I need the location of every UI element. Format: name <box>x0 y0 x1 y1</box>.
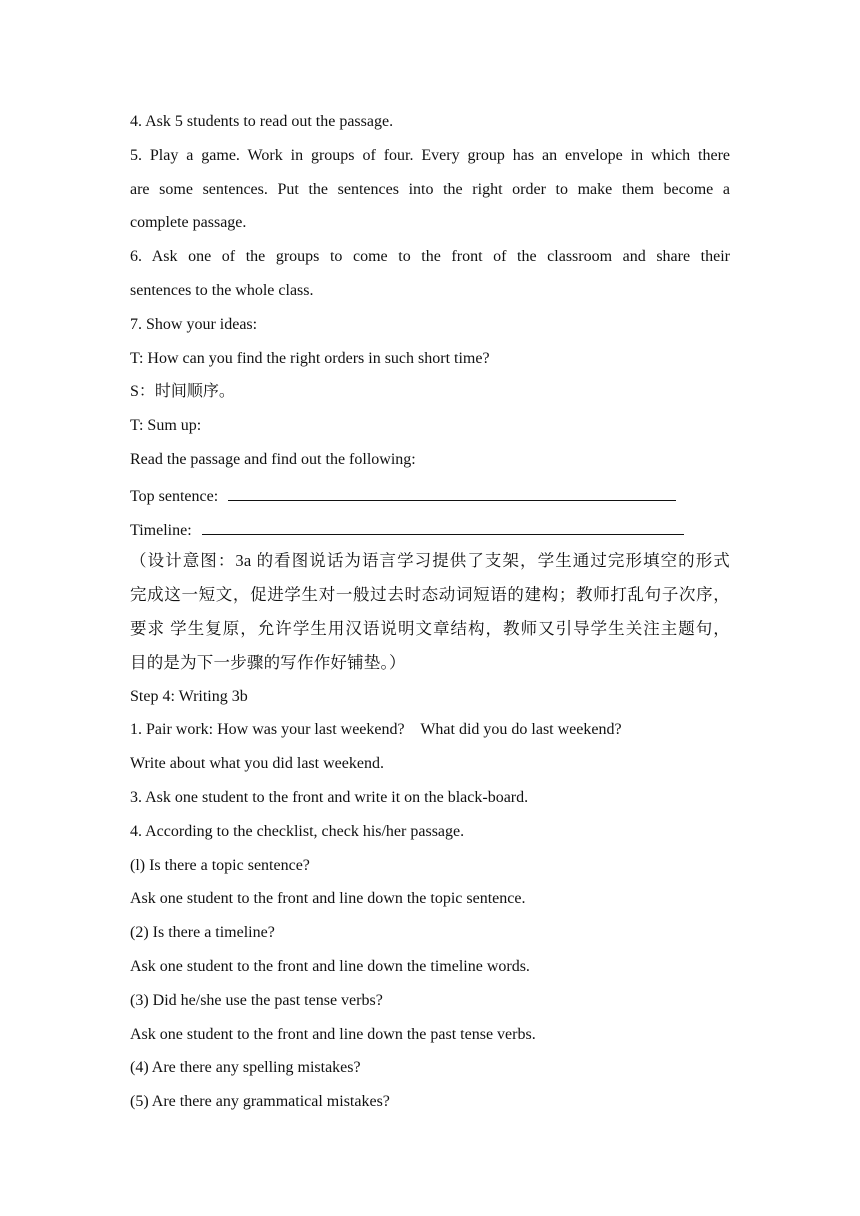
text-line: sentences to the whole class. <box>130 281 314 299</box>
text-line: Write about what you did last weekend. <box>130 755 384 773</box>
top-sentence-label: Top sentence: <box>130 487 219 505</box>
checklist-item: (4) Are there any spelling mistakes? <box>130 1059 361 1077</box>
timeline-row <box>130 516 730 550</box>
step-heading: Step 4: Writing 3b <box>130 687 248 705</box>
text-line: Ask one student to the front and line down the timeline words. <box>130 957 530 975</box>
top-sentence-blank <box>228 482 676 501</box>
design-intent-line: 要求 学生复原，允许学生用汉语说明文章结构，教师又引导学生关注主题句， <box>130 618 730 638</box>
text-line: S：时间顺序。 <box>130 383 235 401</box>
design-intent-line: 完成这一短文，促进学生对一般过去时态动词短语的建构；教师打乱句子次序， <box>130 585 730 605</box>
text-line: 7. Show your ideas: <box>130 315 258 333</box>
text-line: Read the passage and find out the following: <box>130 450 416 468</box>
text-line: T: Sum up: <box>130 417 202 435</box>
top-sentence-row <box>130 482 730 516</box>
timeline-label: Timeline: <box>130 521 192 539</box>
text-line: 4. According to the checklist, check his/her passage. <box>130 822 465 840</box>
checklist-item: (l) Is there a topic sentence? <box>130 856 310 874</box>
checklist-item: (5) Are there any grammatical mistakes? <box>130 1093 390 1111</box>
text-line: Ask one student to the front and line down the topic sentence. <box>130 890 526 908</box>
document-page <box>130 110 730 1124</box>
timeline-blank <box>202 516 684 535</box>
text-line: are some sentences. Put the sentences into the right order to make them become a <box>130 180 730 198</box>
text-line: 6. Ask one of the groups to come to the front of the classroom and share their <box>130 248 730 266</box>
design-intent-line: （设计意图：3a 的看图说话为语言学习提供了支架，学生通过完形填空的形式 <box>130 551 730 571</box>
text-line: 5. Play a game. Work in groups of four. Every group has an envelope in which there <box>130 146 730 164</box>
checklist-item: (3) Did he/she use the past tense verbs? <box>130 991 383 1009</box>
text-line: complete passage. <box>130 214 247 232</box>
text-line: 3. Ask one student to the front and write it on the black-board. <box>130 788 529 806</box>
design-intent-line: 目的是为下一步骤的写作作好铺垫。） <box>130 652 406 672</box>
text-line: 1. Pair work: How was your last weekend? What did you do last weekend? <box>130 721 622 739</box>
text-line: 4. Ask 5 students to read out the passage. <box>130 113 394 130</box>
text-line: T: How can you find the right orders in such short time? <box>130 349 490 367</box>
text-line: Ask one student to the front and line down the past tense verbs. <box>130 1025 536 1043</box>
checklist-item: (2) Is there a timeline? <box>130 924 275 942</box>
